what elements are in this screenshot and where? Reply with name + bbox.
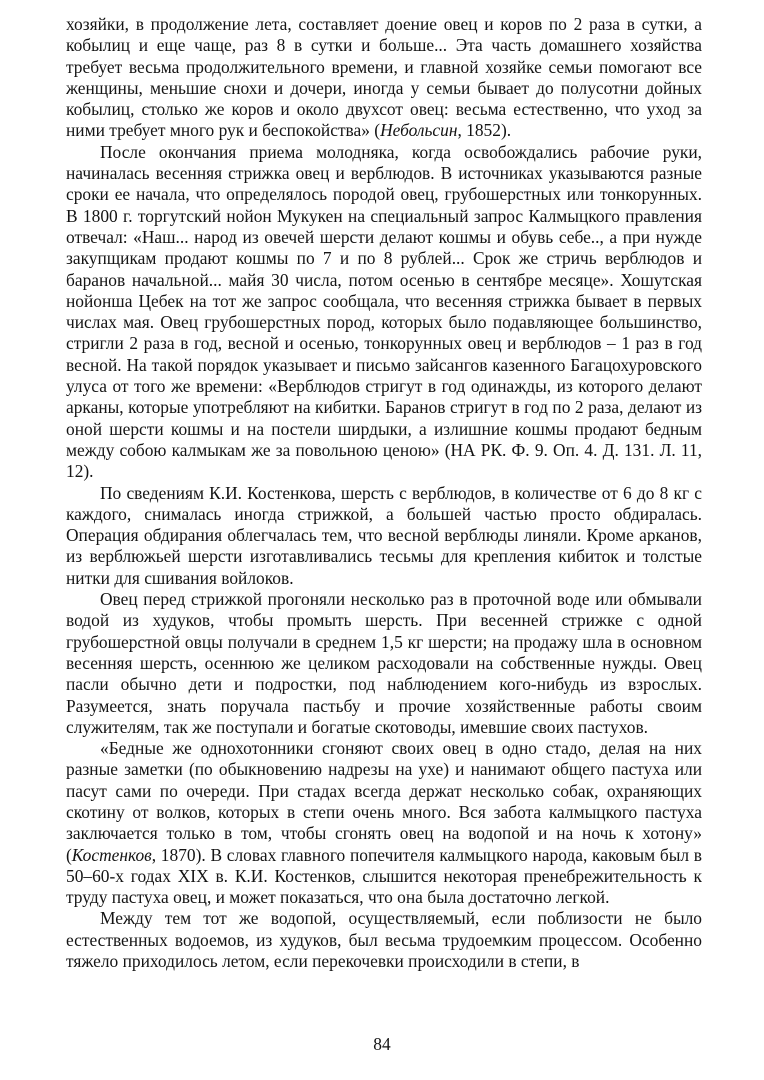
citation-author: Костенков bbox=[71, 844, 152, 865]
citation-author: Небольсин bbox=[380, 120, 458, 141]
paragraph-text: После окончания приема молодняка, когда освобождались рабочие руки, начиналась весенняя стрижка овец и верблюдов. В источниках указываются разные сроки ее начала, что определялось породой овец, грубошерстных или тонкорунных. В 1800 г. торгутский нойон Мукукен на специальный запрос Калмыцкого правления отвечал: «Наш... народ из овечей шерсти делают кошмы и обувь себе.., а при нужде закупщикам продают кошмы по 7 и по 8 рублей... Срок же стричь верблюдов и баранов начальной... майя 30 числа, потом осенью в сентябре месяце». Хошутская нойонша Цебек на тот же запрос сообщала, что весенняя стрижка бывает в первых числах мая. Овец грубошерстных пород, которых было подавляющее большинство, стригли 2 раза в год, весной и осенью, тонкорунных овец и верблюдов – 1 раз в год весной. На такой порядок указывает и письмо зайсангов казенного Багацохуровского улуса от того же времени: «Верблюдов стригут в год одинажды, из которого делают арканы, которые употребляют на кибитки. Баранов стригут в год по 2 раза, делают из оной шерсти кошмы и на постели ширдыки, а излишние кошмы продают бедным между собою калмыкам же за повольною ценою» (НА РК. Ф. 9. Оп. 4. Д. 131. Л. 11, 12). bbox=[66, 141, 702, 482]
paragraph-text: Овец перед стрижкой прогоняли несколько раз в проточной воде или обмывали водой из худуков, чтобы промыть шерсть. При весенней стрижке с одной грубошерстной овцы получали в среднем 1,5 кг шерсти; на продажу шла в основном весенняя шерсть, осеннюю же целиком расходовали на собственные нужды. Овец пасли обычно дети и подростки, под наблюдением кого-нибудь из взрослых. Разумеется, знать поручала пастьбу и прочие хозяйственные работы своим служителям, так же поступали и богатые скотоводы, имевшие своих пастухов. bbox=[66, 589, 702, 737]
paragraph-text: , 1870). В словах главного попечителя калмыцкого народа, каковым был в 50–60-х годах XIX в. К.И. Костенков, слышится некоторая пренебрежительность к труду пастуха овец, и может показаться, что она была достаточно легкой. bbox=[66, 844, 702, 908]
paragraph-text: , 1852). bbox=[457, 120, 512, 141]
page-number: 84 bbox=[373, 1034, 391, 1054]
paragraph bbox=[66, 589, 702, 738]
paragraph bbox=[66, 908, 702, 972]
paragraph bbox=[66, 142, 702, 483]
paragraph-text: хозяйки, в продолжение лета, составляет доение овец и коров по 2 раза в сутки, а кобылиц и еще чаще, раз 8 в сутки и больше... Эта часть домашнего хозяйства требует весьма продолжительного времени, и главной хозяйке семьи помогают все женщины, меньшие снохи и дочери, иногда у семьи бывает до полусотни дойных кобылиц, столько же коров и около двухсот овец: весьма естественно, что уход за ними требует много рук и беспокойства» ( bbox=[66, 14, 702, 141]
paragraph-text: По сведениям К.И. Костенкова, шерсть с верблюдов, в количестве от 6 до 8 кг с каждого, снималась иногда стрижкой, а большей частью просто обдиралась. Операция обдирания облегчалась тем, что весной верблюды линяли. Кроме арканов, из верблюжьей шерсти изготавливались тесьмы для крепления кибиток и толстые нитки для сшивания войлоков. bbox=[66, 482, 702, 588]
paragraph bbox=[66, 738, 702, 908]
paragraph bbox=[66, 483, 702, 589]
paragraph-text: «Бедные же однохотонники сгоняют своих овец в одно стадо, делая на них разные заметки (по обыкновению надрезы на ухе) и нанимают общего пастуха или пасут сами по очереди. При стадах всегда держат несколько собак, охраняющих скотину от волков, которых в степи очень много. Вся забота калмыцкого пастуха заключается только в том, чтобы сгонять овец на водопой и на ночь к хотону» ( bbox=[66, 738, 702, 865]
body-text bbox=[66, 14, 702, 972]
paragraph bbox=[66, 14, 702, 142]
paragraph-text: Между тем тот же водопой, осуществляемый, если поблизости не было естественных водоемов, из худуков, был весьма трудоемким процессом. Особенно тяжело приходилось летом, если перекочевки происходили в степи, в bbox=[66, 908, 702, 972]
